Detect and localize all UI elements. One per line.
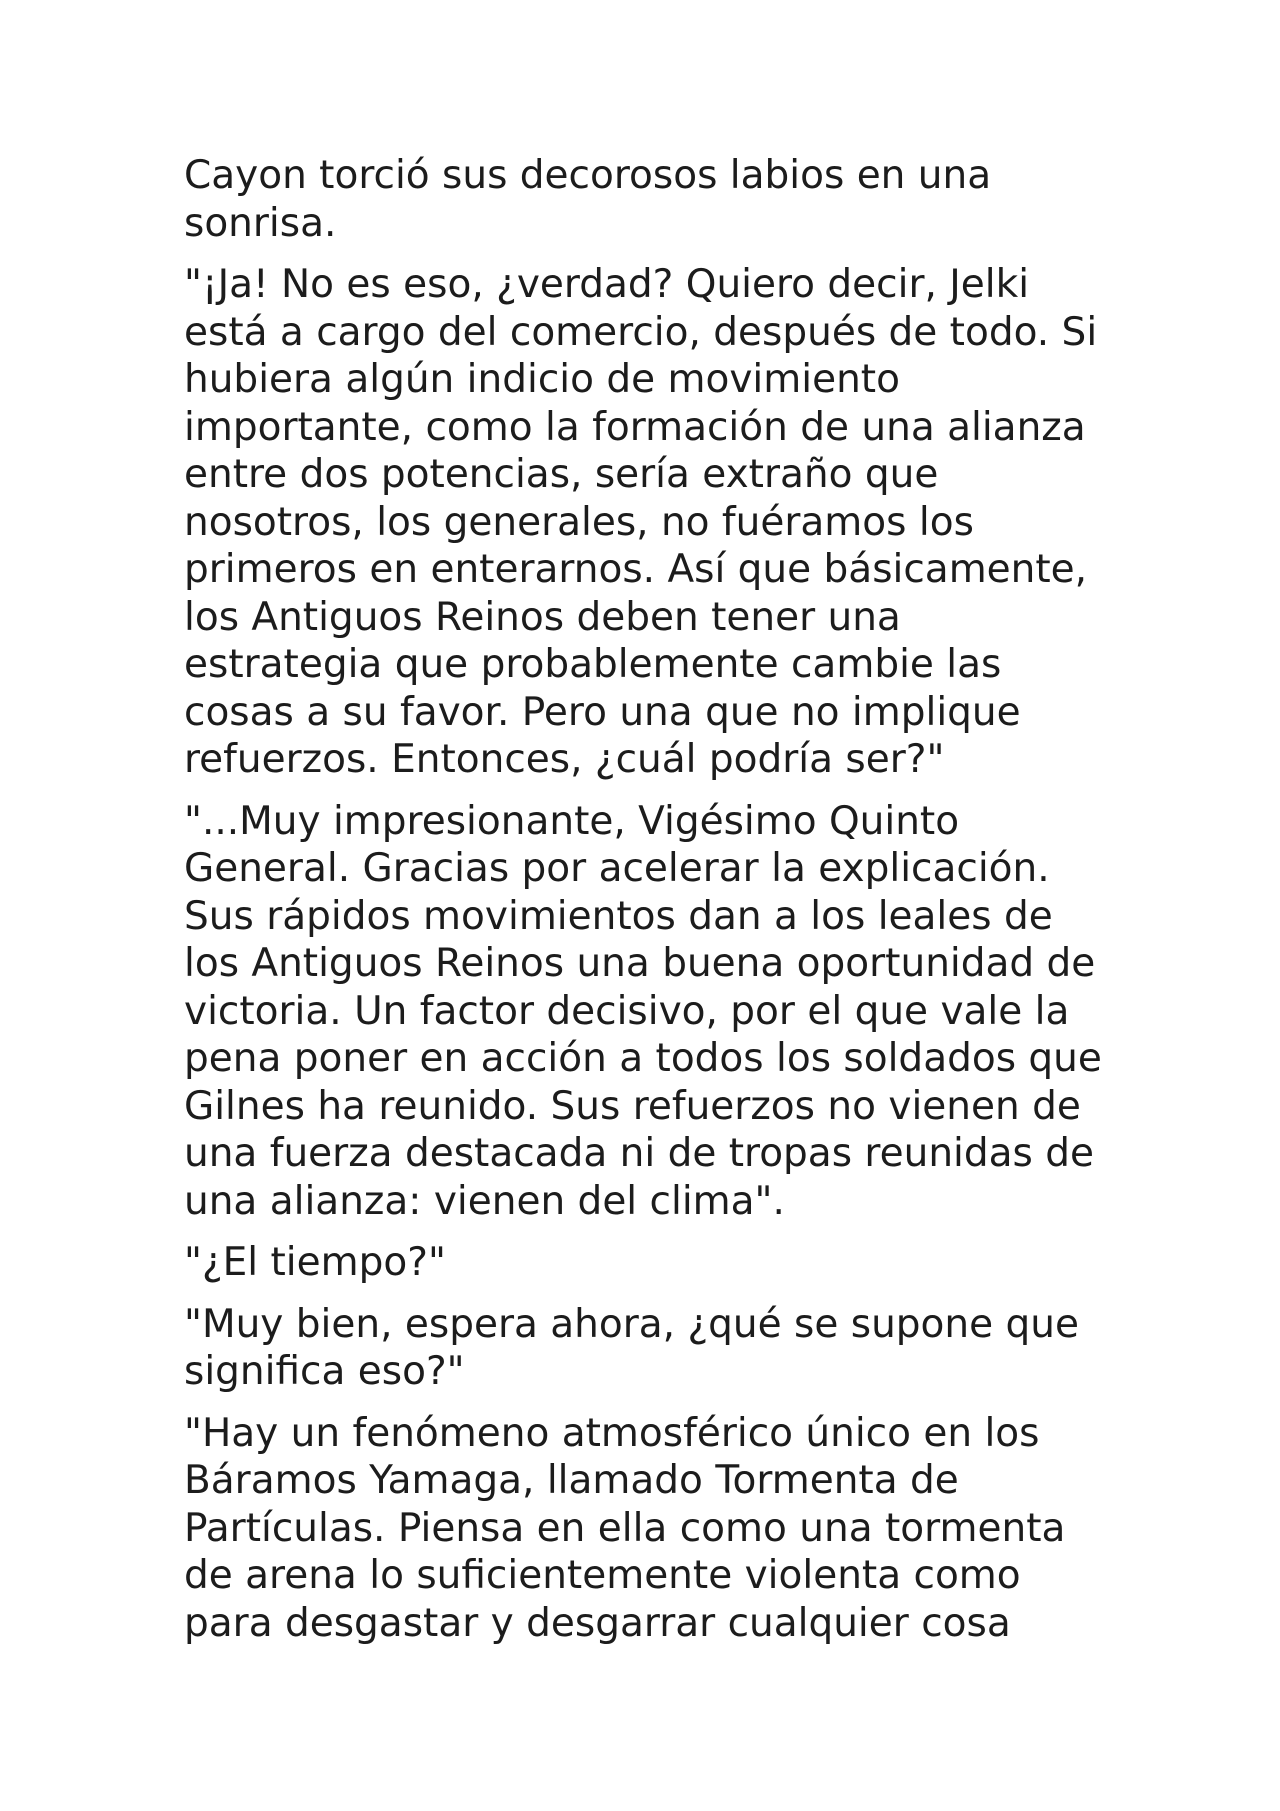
paragraph: "¡Ja! No es eso, ¿verdad? Quiero decir, Jelki está a cargo del comercio, después de todo. Si hubiera algún indicio de movimiento importante, como la formación de una alianza entre dos potencias, sería extraño que nosotros, los generales, no fuéramos los primeros en enterarnos. Así que básicamente, los Antiguos Reinos deben tener una estrategia que probablemente cambie las cosas a su favor. Pero una que no implique refuerzos. Entonces, ¿cuál podría ser?" bbox=[184, 262, 1098, 782]
paragraph: "...Muy impresionante, Vigésimo Quinto General. Gracias por acelerar la explicación. Sus rápidos movimientos dan a los leales de los Antiguos Reinos una buena oportunidad de victoria. Un factor decisivo, por el que vale la pena poner en acción a todos los soldados que Gilnes ha reunido. Sus refuerzos no vienen de una fuerza destacada ni de tropas reunidas de una alianza: vienen del clima". bbox=[184, 798, 1102, 1224]
body-text bbox=[184, 152, 1124, 1661]
paragraph: Cayon torció sus decorosos labios en una sonrisa. bbox=[184, 153, 992, 246]
paragraph: "Hay un fenómeno atmosférico único en los Báramos Yamaga, llamado Tormenta de Partículas. Piensa en ella como una tormenta de arena lo suficientemente violenta como para desgastar y desgarrar cualquier cosa bbox=[184, 1410, 1066, 1646]
paragraph: "¿El tiempo?" bbox=[184, 1240, 446, 1285]
paragraph: "Muy bien, espera ahora, ¿qué se supone que significa eso?" bbox=[184, 1301, 1079, 1394]
